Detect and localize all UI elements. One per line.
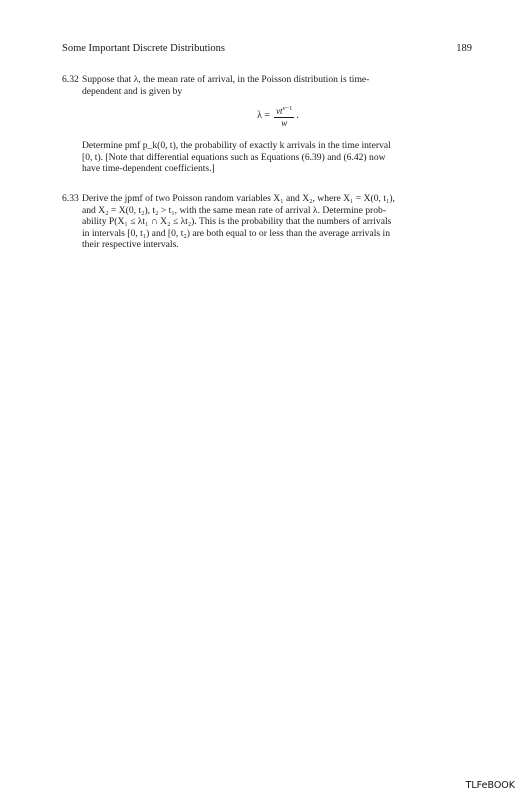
problem-number: 6.33 bbox=[62, 193, 79, 204]
problem-body bbox=[82, 193, 474, 251]
problem-line: their respective intervals. bbox=[82, 239, 179, 251]
chapter-title: Some Important Discrete Distributions bbox=[62, 43, 226, 54]
fraction-numerator: $\nu t^{\nu-1}$ bbox=[276, 105, 293, 117]
fraction-denominator: w bbox=[281, 118, 288, 129]
problem-line: in intervals [0, t₁) and [0, t₂) are both equal to or less than the average arrivals in bbox=[82, 227, 390, 239]
equation-period: . bbox=[296, 110, 299, 122]
problem-line: Determine pmf p_k(0, t), the probability of exactly k arrivals in the time interval bbox=[82, 140, 391, 152]
problem-line: dependent and is given by bbox=[82, 85, 183, 97]
page-number: 189 bbox=[456, 43, 472, 54]
problem-line: [0, t). [Note that differential equations such as Equations (6.39) and (6.42) now bbox=[82, 151, 386, 163]
problem-line: Suppose that λ, the mean rate of arrival, in the Poisson distribution is time- bbox=[82, 74, 370, 85]
watermark-label: TLFeBOOK bbox=[465, 780, 515, 791]
equation-lhs: λ = bbox=[257, 110, 271, 122]
problem-line: ability P(X₁ ≤ λt₁ ∩ X₂ ≤ λt₂). This is the probability that the numbers of arrivals bbox=[82, 216, 392, 228]
problem-6-32 bbox=[62, 74, 474, 175]
problem-line: have time-dependent coefficients.] bbox=[82, 163, 215, 175]
problem-6-33 bbox=[62, 193, 474, 251]
problem-line: Derive the jpmf of two Poisson random variables X₁ and X₂, where X₁ = X(0, t₁), bbox=[82, 193, 395, 204]
problem-number: 6.32 bbox=[62, 74, 79, 85]
display-equation bbox=[82, 103, 474, 133]
problem-body bbox=[82, 74, 474, 175]
problem-line: and X₂ = X(0, t₂), t₂ > t₁, with the same mean rate of arrival λ. Determine prob- bbox=[82, 204, 387, 216]
fraction bbox=[274, 103, 294, 129]
